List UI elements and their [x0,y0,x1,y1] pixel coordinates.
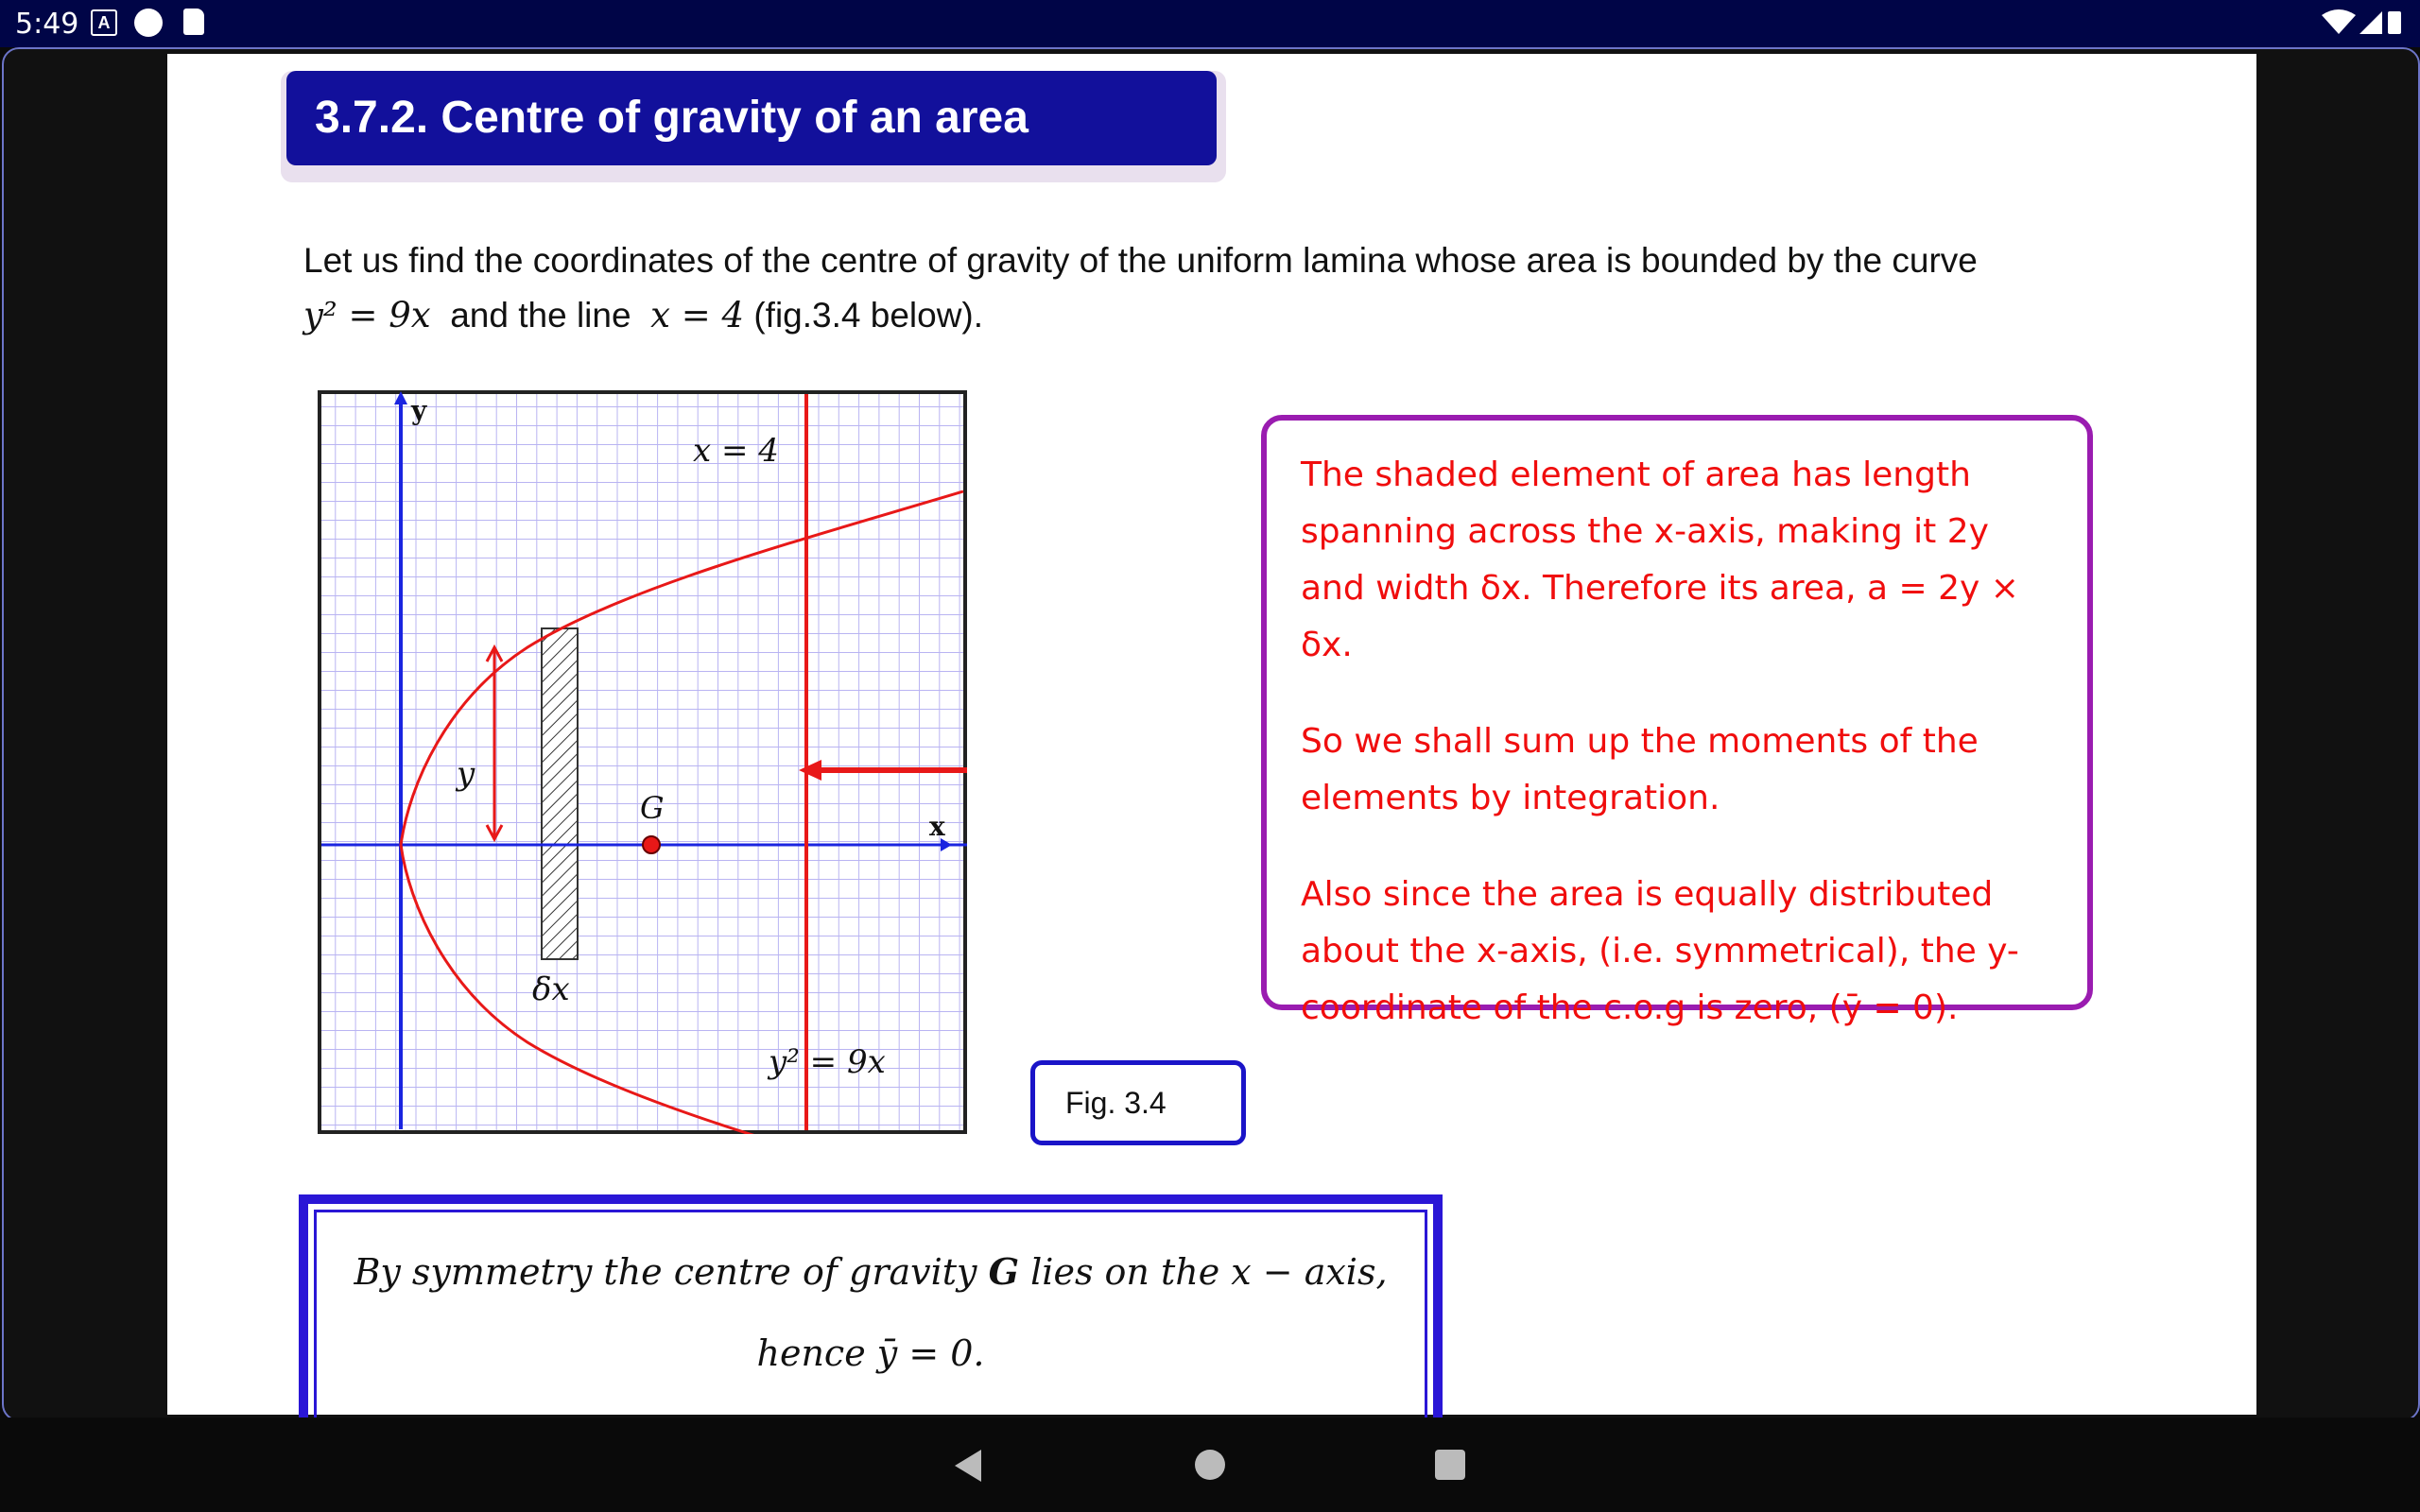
intro-paragraph [303,233,2147,343]
document-viewer-window [2,47,2420,1421]
symmetry-line1 [317,1250,1425,1293]
intro-equation-line: x = 4 [650,295,745,335]
wifi-icon [2322,9,2356,34]
curve-label: y² = 9x [769,1043,886,1081]
explanation-para3: Also since the area is equally distributed about the x-axis, (i.e. symmetrical), the y-coordinate of the c.o.g is zero, (ȳ = 0). [1301,875,2019,1027]
document-page[interactable] [167,54,2256,1415]
symmetry-pre: By symmetry the centre of gravity [354,1251,977,1293]
y-axis-label: y [411,395,427,426]
battery-icon [2388,11,2401,34]
recents-icon[interactable] [1435,1450,1465,1480]
a-icon: A [91,9,117,36]
signal-icon [2360,11,2382,34]
intro-end: (fig.3.4 below). [753,296,984,335]
g-point [643,836,660,853]
explanation-para1: The shaded element of area has length spanning across the x-axis, making it 2y and width δx. Therefore its area, a = 2y × δx. [1301,455,2019,664]
symmetry-post: lies on the x − axis, [1030,1251,1388,1293]
figure-grid [321,394,963,1130]
vpn-icon [134,9,163,37]
status-bar [0,0,2420,47]
status-time: 5:49 [15,8,79,41]
x-axis-label: x [929,811,945,842]
navigation-bar [0,1418,2420,1512]
g-label: G [640,790,665,826]
section-title-shadow [281,71,1226,182]
intro-equation-curve: y² = 9x [303,295,431,335]
explanation-box [1261,415,2093,1027]
symmetry-box [299,1194,1443,1421]
intro-line1: Let us find the coordinates of the centre of gravity of the uniform lamina whose area is bounded by the curve [303,241,1978,280]
section-title: 3.7.2. Centre of gravity of an area [286,71,1217,165]
symmetry-g: G [988,1250,1020,1293]
symmetry-box-inner [314,1210,1427,1421]
home-icon[interactable] [1195,1450,1225,1480]
status-right-icons [2320,8,2405,38]
parabola-figure [315,387,967,1134]
line-label: x = 4 [693,432,779,470]
intro-mid: and the line [450,296,631,335]
figure-caption: Fig. 3.4 [1030,1060,1246,1145]
dx-label: δx [532,971,570,1008]
symmetry-line2: hence ȳ = 0. [756,1332,985,1374]
sd-card-icon [183,9,204,35]
back-icon[interactable] [955,1450,981,1482]
explanation-para2: So we shall sum up the moments of the elements by integration. [1301,722,1979,817]
y-label: y [457,755,475,793]
